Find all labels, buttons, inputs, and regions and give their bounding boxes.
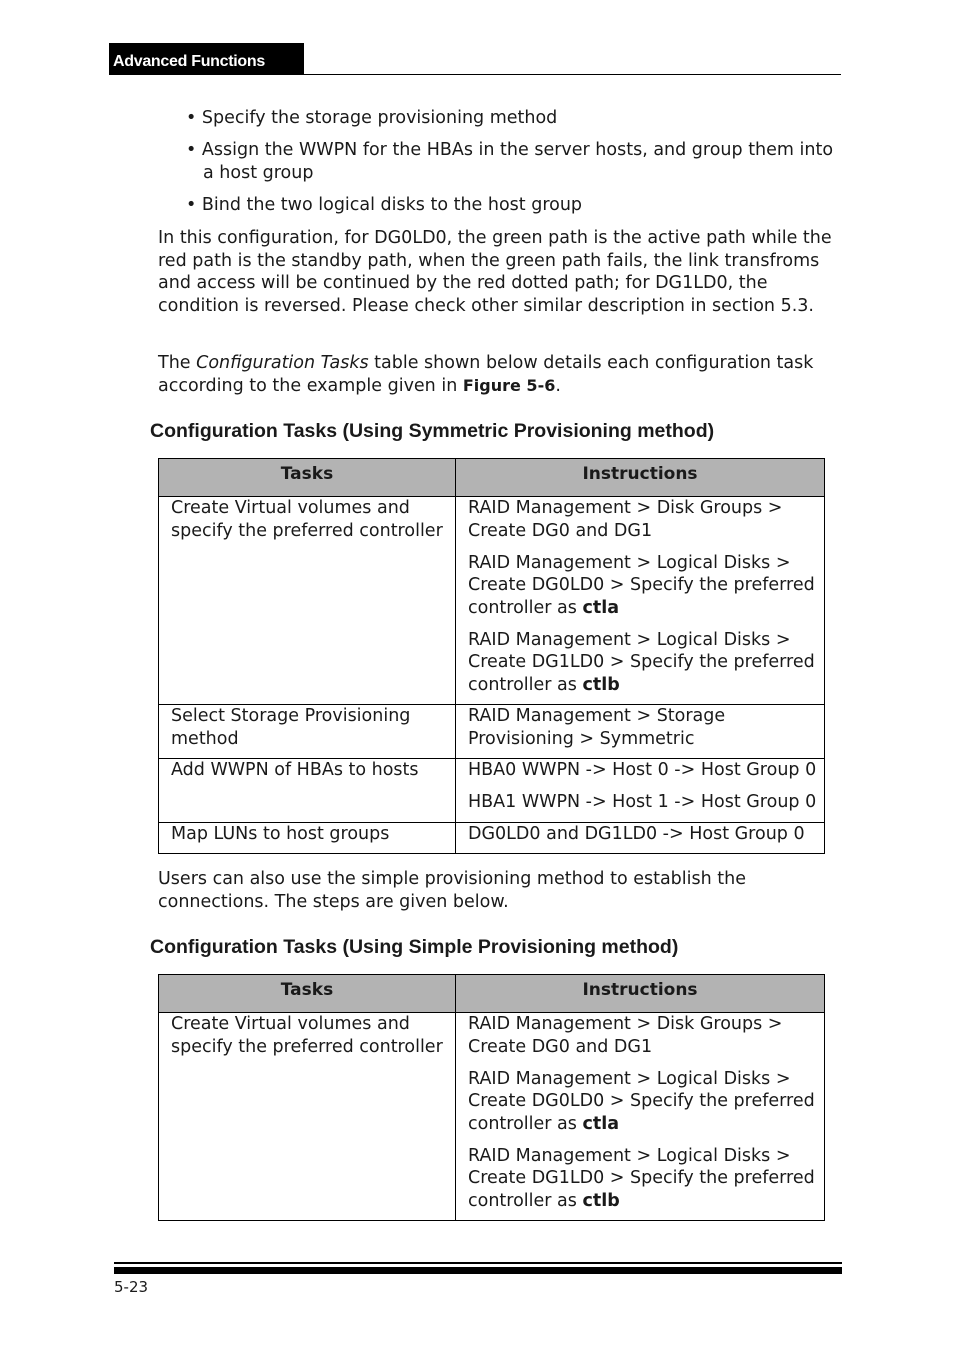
task-text: Create Virtual volumes and specify the preferred controller <box>171 1014 443 1057</box>
bullet-item: • Specify the storage provisioning method <box>186 108 558 128</box>
column-header-instructions: Instructions <box>456 459 825 497</box>
instructions-cell <box>456 822 825 854</box>
task-cell <box>159 705 456 759</box>
instructions-cell <box>456 705 825 759</box>
controller-name: ctla <box>582 1113 619 1134</box>
task-text: Map LUNs to host groups <box>171 823 390 844</box>
figure-reference: Figure 5-6 <box>462 375 556 395</box>
instruction-step: RAID Management > Logical Disks > Create DG1LD0 > Specify the preferred controller as ctlb <box>468 1145 815 1211</box>
header-rule <box>109 74 841 75</box>
table-header-row <box>159 459 825 497</box>
table-row <box>159 497 825 705</box>
task-cell <box>159 497 456 705</box>
section-title: Advanced Functions <box>113 53 265 70</box>
instruction-step: RAID Management > Logical Disks > Create DG0LD0 > Specify the preferred controller as ctla <box>468 1068 815 1134</box>
paragraph-config-description: In this configuration, for DG0LD0, the green path is the active path while the red path is the standby path, when the green path fails, the link transfroms and access will be continued by the red dotted path; for DG1LD0, the condition is reversed. Please check other similar description in section 5.3. <box>158 228 832 316</box>
table-header-row <box>159 975 825 1013</box>
instruction-step: RAID Management > Storage Provisioning > Symmetric <box>468 706 726 749</box>
bullet-item: • Assign the WWPN for the HBAs in the server hosts, and group them into a host group <box>186 140 834 183</box>
table-row <box>159 822 825 854</box>
instructions-cell <box>456 759 825 823</box>
config-table-simple <box>158 974 825 1221</box>
task-text: Select Storage Provisioning method <box>171 706 411 749</box>
paragraph-simple-intro: Users can also use the simple provisioning method to establish the connections. The steps are given below. <box>158 869 747 912</box>
footer-rule-thick <box>114 1267 842 1274</box>
instruction-step: DG0LD0 and DG1LD0 -> Host Group 0 <box>468 823 805 844</box>
table-row <box>159 1013 825 1221</box>
instruction-step: HBA0 WWPN -> Host 0 -> Host Group 0 <box>468 760 817 780</box>
instruction-step: HBA1 WWPN -> Host 1 -> Host Group 0 <box>468 792 817 812</box>
table-row <box>159 759 825 823</box>
table1-title: Configuration Tasks (Using Symmetric Provisioning method) <box>150 420 715 442</box>
column-header-tasks: Tasks <box>159 459 456 497</box>
page-number: 5-23 <box>114 1278 149 1296</box>
column-header-tasks: Tasks <box>159 975 456 1013</box>
footer-rule-thin <box>114 1262 842 1264</box>
instruction-step: RAID Management > Logical Disks > Create DG1LD0 > Specify the preferred controller as ctlb <box>468 629 815 695</box>
controller-name: ctla <box>582 597 619 618</box>
config-table-symmetric <box>158 458 825 854</box>
table-row <box>159 705 825 759</box>
controller-name: ctlb <box>582 674 620 695</box>
task-cell <box>159 822 456 854</box>
paragraph-table-intro: The Configuration Tasks table shown below details each configuration task according to the example given in Figure 5-6. <box>158 353 814 396</box>
bullet-list <box>186 107 836 226</box>
column-header-instructions: Instructions <box>456 975 825 1013</box>
task-cell <box>159 1013 456 1221</box>
section-header-tab <box>109 43 304 75</box>
task-cell <box>159 759 456 823</box>
task-text: Create Virtual volumes and specify the preferred controller <box>171 498 443 541</box>
instruction-step: RAID Management > Disk Groups > Create DG0 and DG1 <box>468 1014 783 1057</box>
instruction-step: RAID Management > Logical Disks > Create DG0LD0 > Specify the preferred controller as ctla <box>468 552 815 618</box>
instruction-step: RAID Management > Disk Groups > Create DG0 and DG1 <box>468 498 783 541</box>
task-text: Add WWPN of HBAs to hosts <box>171 760 419 780</box>
instructions-cell <box>456 1013 825 1221</box>
bullet-item: • Bind the two logical disks to the host group <box>186 194 583 215</box>
instructions-cell <box>456 497 825 705</box>
controller-name: ctlb <box>582 1190 620 1211</box>
table2-title: Configuration Tasks (Using Simple Provisioning method) <box>150 936 679 958</box>
